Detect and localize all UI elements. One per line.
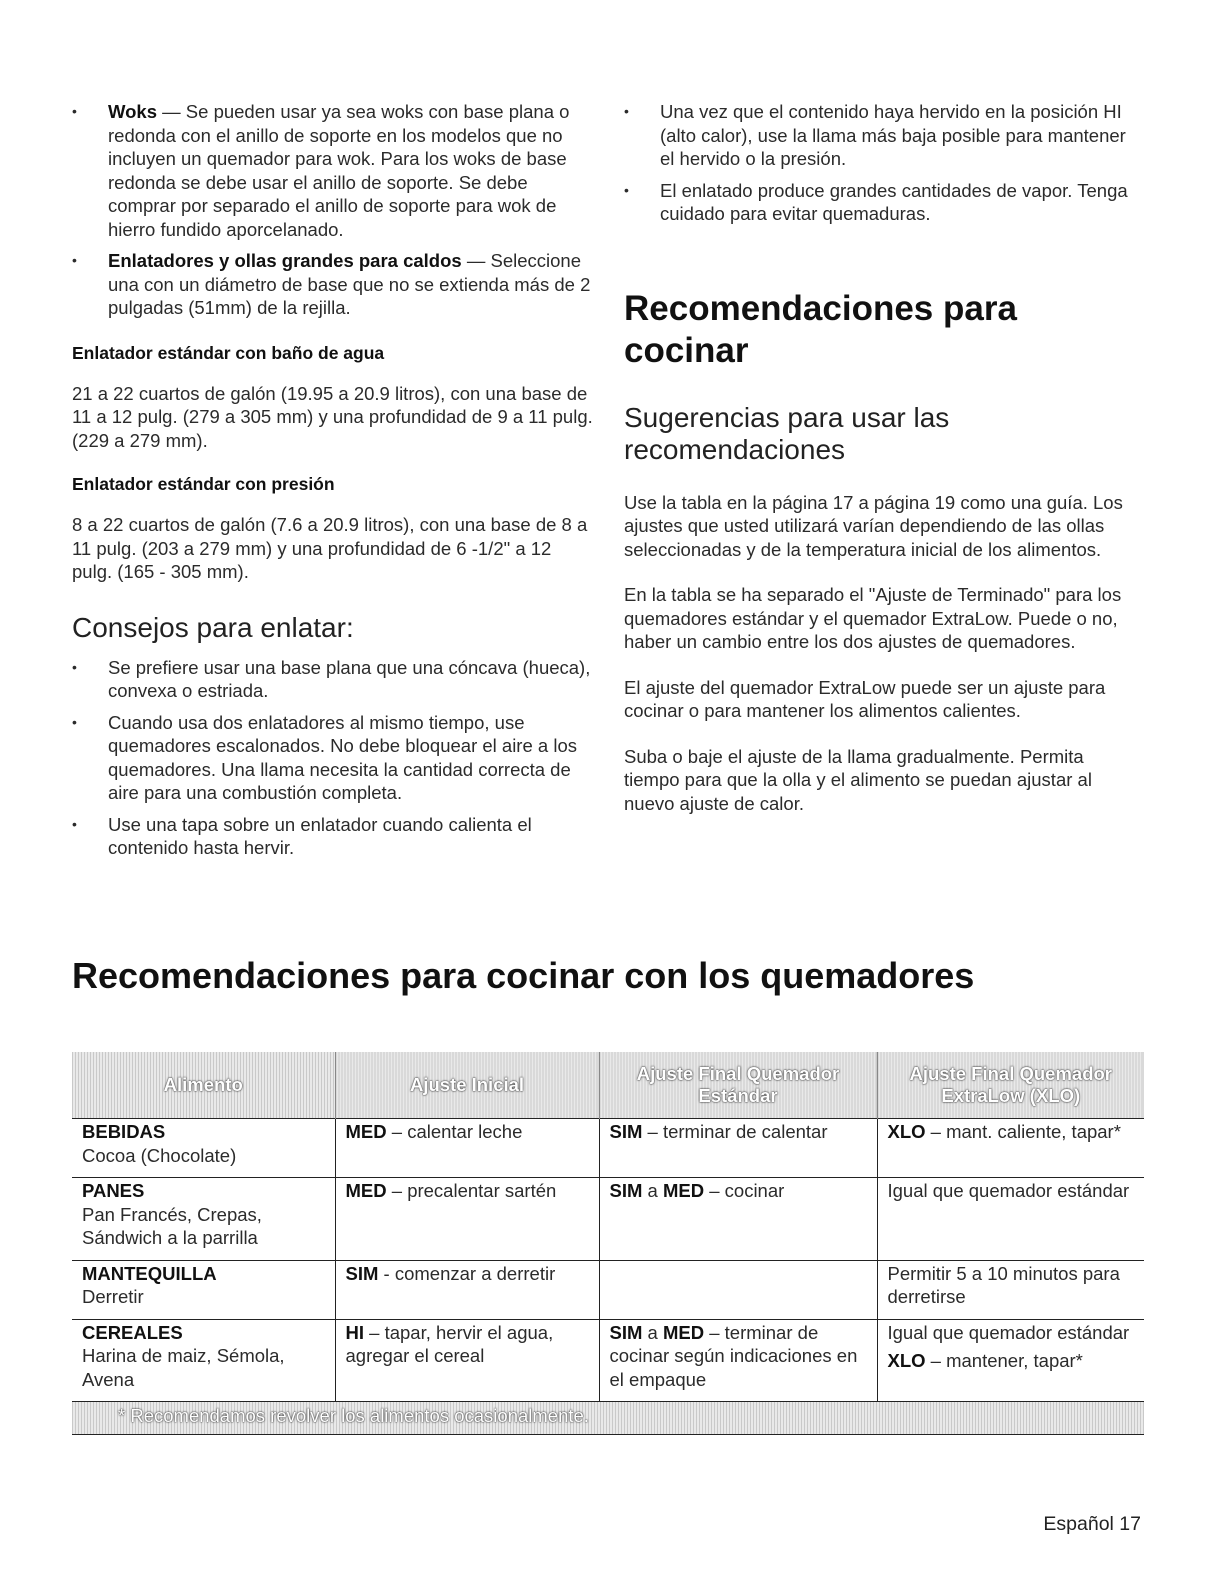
water-bath-heading: Enlatador estándar con baño de agua	[72, 342, 385, 363]
standard-final-cell: SIM a MED – cocinar	[599, 1178, 877, 1261]
list-item: • Use una tapa sobre un enlatador cuando calienta el contenido hasta hervir.	[72, 813, 594, 860]
right-column	[624, 100, 1144, 815]
cookware-list	[72, 100, 594, 320]
initial-setting-cell: SIM - comenzar a derretir	[335, 1260, 599, 1319]
list-item: • Woks — Se pueden usar ya sea woks con base plana o redonda con el anillo de soporte en los modelos que no incluyen un quemador para wok. Para los woks de base redonda se debe usar el anillo de soporte. Se debe comprar por separado el anillo de soporte para wok de hierro fundido aporcelanado.	[72, 100, 594, 241]
standard-final-cell: SIM – terminar de calentar	[599, 1119, 877, 1178]
cooking-recommendations-table	[72, 1052, 1144, 1435]
table-footnote-row	[72, 1402, 1144, 1435]
water-bath-text: 21 a 22 cuartos de galón (19.95 a 20.9 litros), con una base de 11 a 12 pulg. (279 a 305 mm) y una profundidad de 9 a 11 pulg. (229 a 279 mm).	[72, 382, 593, 451]
paragraph: Suba o baje el ajuste de la llama gradualmente. Permita tiempo para que la olla y el alimento se puedan ajustar al nuevo ajuste de calor.	[624, 745, 1092, 814]
page-number: Español 17	[1043, 1513, 1141, 1535]
paragraph: El ajuste del quemador ExtraLow puede ser un ajuste para cocinar o para mantener los alimentos calientes.	[624, 676, 1106, 721]
xlo-final-cell: XLO – mant. caliente, tapar*	[877, 1119, 1144, 1178]
list-item: • El enlatado produce grandes cantidades de vapor. Tenga cuidado para evitar quemaduras.	[624, 179, 1144, 226]
pressure-text: 8 a 22 cuartos de galón (7.6 a 20.9 litros), con una base de 8 a 11 pulg. (203 a 279 mm) y una profundidad de 6 -1/2" a 12 pulg. (165 - 305 mm).	[72, 514, 588, 582]
xlo-final-cell: Permitir 5 a 10 minutos para derretirse	[877, 1260, 1144, 1319]
xlo-final-cell: Igual que quemador estándar	[877, 1178, 1144, 1261]
food-cell: PANES Pan Francés, Crepas, Sándwich a la parrilla	[72, 1178, 335, 1261]
left-column	[72, 100, 594, 868]
table-row	[72, 1119, 1144, 1178]
column-header: Ajuste Final Quemador ExtraLow (XLO)	[877, 1052, 1144, 1119]
table-title: Recomendaciones para cocinar con los quemadores	[72, 955, 975, 996]
column-header: Ajuste Inicial	[335, 1052, 599, 1119]
initial-setting-cell: HI – tapar, hervir el agua, agregar el cereal	[335, 1319, 599, 1402]
pressure-heading: Enlatador estándar con presión	[72, 474, 335, 494]
food-cell: CEREALES Harina de maiz, Sémola, Avena	[72, 1319, 335, 1402]
standard-final-cell	[599, 1260, 877, 1319]
list-item: • Enlatadores y ollas grandes para caldos — Seleccione una con un diámetro de base que no se extienda más de 2 pulgadas (51mm) de la rejilla.	[72, 249, 594, 320]
table-row	[72, 1319, 1144, 1402]
subheading: Sugerencias para usar las recomendaciones	[624, 401, 950, 465]
list-item: • Cuando usa dos enlatadores al mismo tiempo, use quemadores escalonados. No debe bloquear el aire a los quemadores. Una llama necesita la cantidad correcta de aire para una combustión completa.	[72, 711, 594, 805]
food-cell: MANTEQUILLA Derretir	[72, 1260, 335, 1319]
paragraph: En la tabla se ha separado el "Ajuste de Terminado" para los quemadores estándar y el quemador ExtraLow. Puede o no, haber un cambio entre los dos ajustes de quemadores.	[624, 584, 1122, 652]
initial-setting-cell: MED – precalentar sartén	[335, 1178, 599, 1261]
footnote: * Recomendamos revolver los alimentos ocasionalmente.	[72, 1402, 1144, 1435]
canning-notes-list	[624, 100, 1144, 226]
paragraph: Use la tabla en la página 17 a página 19 como una guía. Los ajustes que usted utilizará varían dependiendo de las ollas seleccionadas y de la temperatura inicial de los alimentos.	[624, 491, 1123, 560]
initial-setting-cell: MED – calentar leche	[335, 1119, 599, 1178]
column-header: Alimento	[72, 1052, 335, 1119]
table-row	[72, 1178, 1144, 1261]
section-title: Recomendaciones para cocinar	[624, 288, 1017, 370]
list-item: • Una vez que el contenido haya hervido en la posición HI (alto calor), use la llama más baja posible para mantener el hervido o la presión.	[624, 100, 1144, 171]
canning-tips-heading: Consejos para enlatar:	[72, 611, 354, 643]
table-header-row	[72, 1052, 1144, 1119]
list-item: • Se prefiere usar una base plana que una cóncava (hueca), convexa o estriada.	[72, 656, 594, 703]
column-header: Ajuste Final Quemador Estándar	[599, 1052, 877, 1119]
food-cell: BEBIDAS Cocoa (Chocolate)	[72, 1119, 335, 1178]
table-row	[72, 1260, 1144, 1319]
standard-final-cell: SIM a MED – terminar de cocinar según indicaciones en el empaque	[599, 1319, 877, 1402]
xlo-final-cell: Igual que quemador estándar XLO – mantener, tapar*	[877, 1319, 1144, 1402]
canning-tips-list	[72, 656, 594, 860]
